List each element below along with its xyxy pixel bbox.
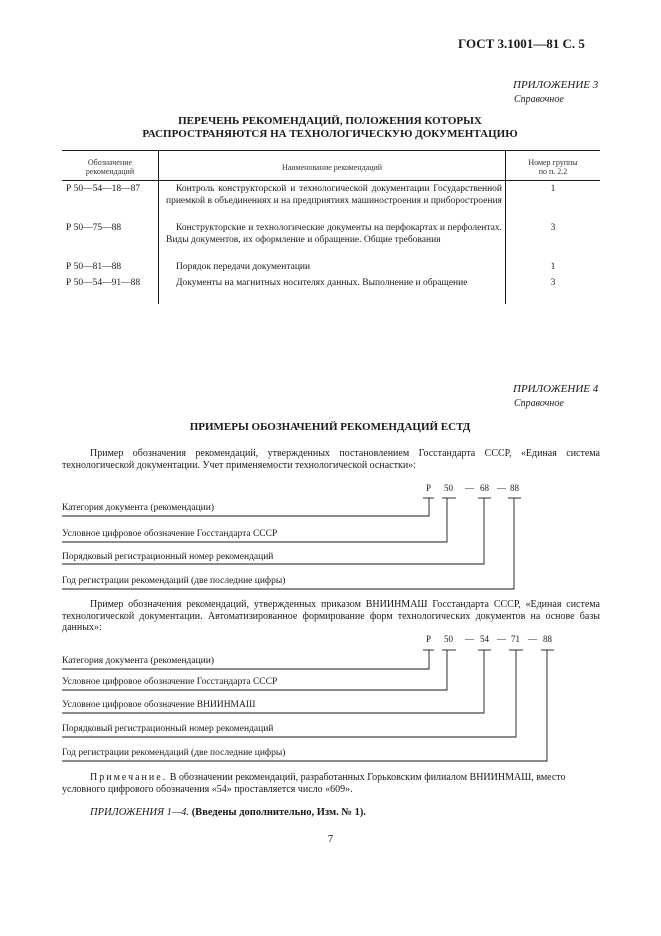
- example2-label: Условное цифровое обозначение ВНИИНМАШ: [62, 700, 256, 710]
- row-code: Р 50—54—18—87: [66, 184, 141, 194]
- designation-segment: 88: [543, 634, 552, 644]
- designation-segment: 88: [510, 483, 519, 493]
- appendix4-title: ПРИМЕРЫ ОБОЗНАЧЕНИЙ РЕКОМЕНДАЦИЙ ЕСТД: [189, 421, 471, 433]
- designation-segment: 54: [480, 634, 489, 644]
- designation-segment: 71: [511, 634, 520, 644]
- example1-label: Условное цифровое обозначение Госстандарта СССР: [62, 529, 278, 539]
- note-label: Примечание.: [90, 772, 168, 783]
- row-name: Контроль конструкторской и технологической документации Государственной приемкой в объединениях и на предприятиях машиностроения и приборостроения: [166, 184, 502, 206]
- document-header: ГОСТ 3.1001—81 С. 5: [458, 36, 585, 51]
- appendix4-label: ПРИЛОЖЕНИЕ 4: [513, 383, 599, 395]
- appendix-footer: ПРИЛОЖЕНИЯ 1—4. (Введены дополнительно, Изм. № 1).: [90, 807, 366, 818]
- example1-label: Год регистрации рекомендаций (две последние цифры): [62, 576, 286, 586]
- row-group: 3: [550, 278, 556, 288]
- row-name: Конструкторские и технологические документы на перфокартах и перфолентах. Виды документов, их оформление и обращение. Общие требования: [166, 223, 502, 245]
- example1-text: Пример обозначения рекомендаций, утвержденных постановлением Госстандарта СССР, «Единая система технологической документации. Учет применяемости технологической оснастки»:: [62, 448, 600, 471]
- table-header-group: Номер группы по п. 2.2: [528, 158, 578, 176]
- example1-label: Категория документа (рекомендации): [62, 503, 215, 513]
- designation-segment: —: [528, 634, 537, 644]
- designation-segment: 68: [480, 483, 489, 493]
- example2-label: Условное цифровое обозначение Госстандарта СССР: [62, 677, 278, 687]
- example2-label: Порядковый регистрационный номер рекомендаций: [62, 724, 274, 734]
- row-code: Р 50—81—88: [66, 262, 122, 272]
- appendix3-title-line2: РАСПРОСТРАНЯЮТСЯ НА ТЕХНОЛОГИЧЕСКУЮ ДОКУМЕНТАЦИЮ: [142, 128, 518, 140]
- page-number: 7: [327, 833, 334, 845]
- row-name: Порядок передачи документации: [176, 262, 311, 272]
- appendix4-sub: Справочное: [514, 398, 564, 409]
- appendix3-label: ПРИЛОЖЕНИЕ 3: [513, 79, 599, 91]
- example2-label: Год регистрации рекомендаций (две последние цифры): [62, 748, 286, 758]
- row-code: Р 50—75—88: [66, 223, 122, 233]
- table-header-name: Наименование рекомендаций: [281, 163, 383, 172]
- designation-segment: —: [465, 634, 474, 644]
- designation-segment: —: [497, 634, 506, 644]
- note: [62, 772, 600, 795]
- row-group: 3: [550, 223, 556, 233]
- note-text: В обозначении рекомендаций, разработанных Горьковским филиалом ВНИИНМАШ, вместо условного цифрового обозначения «54» проставляется число «609».: [62, 772, 566, 795]
- designation-segment: —: [497, 483, 506, 493]
- appendix3-sub: Справочное: [514, 94, 564, 105]
- row-name: Документы на магнитных носителях данных. Выполнение и обращение: [176, 278, 468, 288]
- designation-segment: —: [465, 483, 474, 493]
- table-header-code: Обозначение рекомендаций: [85, 158, 135, 176]
- designation-segment: Р: [426, 483, 432, 493]
- example1-label: Порядковый регистрационный номер рекомендаций: [62, 552, 274, 562]
- row-group: 1: [550, 262, 556, 272]
- example2-text: Пример обозначения рекомендаций, утвержденных приказом ВНИИНМАШ Госстандарта СССР, «Единая система технологической документации. Автоматизированное формирование форм технологических документов на основе базы данных»:: [62, 599, 600, 633]
- row-group: 1: [550, 184, 556, 194]
- designation-segment: 50: [444, 483, 453, 493]
- row-code: Р 50—54—91—88: [66, 278, 141, 288]
- designation-segment: Р: [426, 634, 432, 644]
- appendix3-title-line1: ПЕРЕЧЕНЬ РЕКОМЕНДАЦИЙ, ПОЛОЖЕНИЯ КОТОРЫХ: [178, 115, 482, 127]
- designation-segment: 50: [444, 634, 453, 644]
- example2-label: Категория документа (рекомендации): [62, 656, 215, 666]
